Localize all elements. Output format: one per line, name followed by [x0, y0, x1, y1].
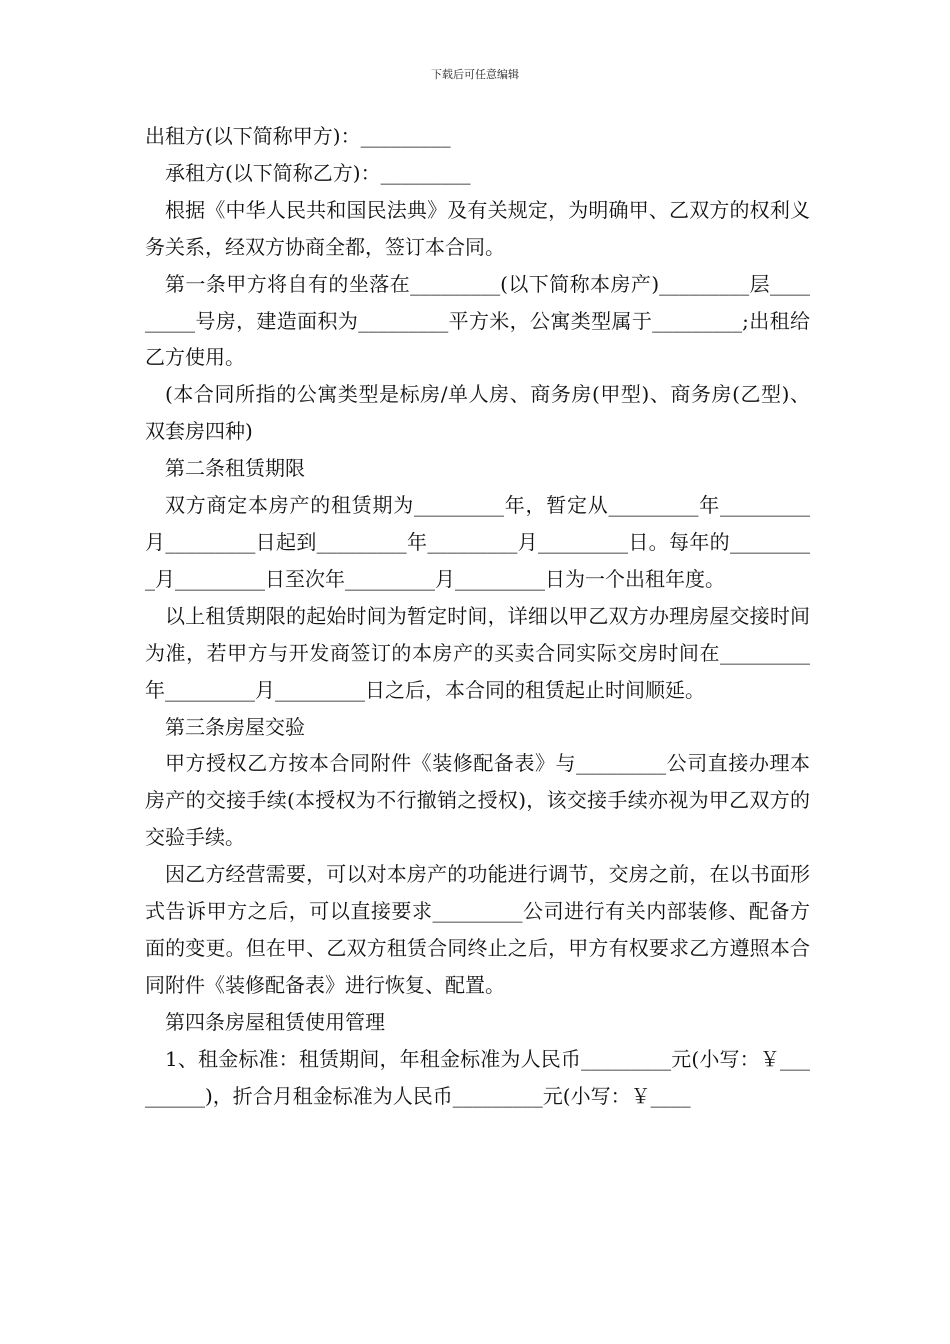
page-header: 下载后可任意编辑 [431, 68, 519, 81]
article-4-rent-paragraph: 1、租金标准：租赁期间，年租金标准为人民币_________元(小写：￥_________)，折合月租金标准为人民币_________元(小写：￥____ [145, 1046, 810, 1108]
lessor-line: 出租方(以下简称甲方)：_________ [145, 124, 451, 148]
article-3-heading: 第三条房屋交验 [165, 714, 305, 739]
article-4-heading: 第四条房屋租赁使用管理 [165, 1009, 385, 1034]
article-3-changes-paragraph: 因乙方经营需要，可以对本房产的功能进行调节，交房之前，在以书面形式告诉甲方之后，可以直接要求_________公司进行有关内部装修、配备方面的变更。但在甲、乙双方租赁合同终止之后，甲方有权要求乙方遵照本合同附件《装修配备表》进行恢复、配置。 [145, 862, 810, 997]
article-3-authorization-paragraph: 甲方授权乙方按本合同附件《装修配备表》与_________公司直接办理本房产的交接手续(本授权为不行撤销之授权)，该交接手续亦视为甲乙双方的交验手续。 [145, 751, 810, 850]
apartment-types-note: (本合同所指的公寓类型是标房/单人房、商务房(甲型)、商务房(乙型)、双套房四种) [145, 382, 810, 444]
contract-body [145, 118, 810, 1114]
article-2-heading: 第二条租赁期限 [165, 456, 305, 481]
lessee-line: 承租方(以下简称乙方)：_________ [165, 160, 471, 185]
article-1-paragraph: 第一条甲方将自有的坐落在_________(以下简称本房产)_________层_________号房，建造面积为_________平方米，公寓类型属于_________;出租给乙方使用。 [145, 271, 810, 370]
article-2-start-paragraph: 以上租赁期限的起始时间为暂定时间，详细以甲乙双方办理房屋交接时间为准，若甲方与开发商签订的本房产的买卖合同实际交房时间在_________年_________月_________日之后，本合同的租赁起止时间顺延。 [145, 603, 810, 702]
article-2-term-paragraph: 双方商定本房产的租赁期为_________年，暂定从_________年_________月_________日起到_________年_________月_________日。每年的_________月_________日至次年_________月_________日为一个出租年度。 [145, 493, 810, 591]
preamble-paragraph: 根据《中华人民共和国民法典》及有关规定，为明确甲、乙双方的权利义务关系，经双方协商全都，签订本合同。 [145, 197, 810, 259]
